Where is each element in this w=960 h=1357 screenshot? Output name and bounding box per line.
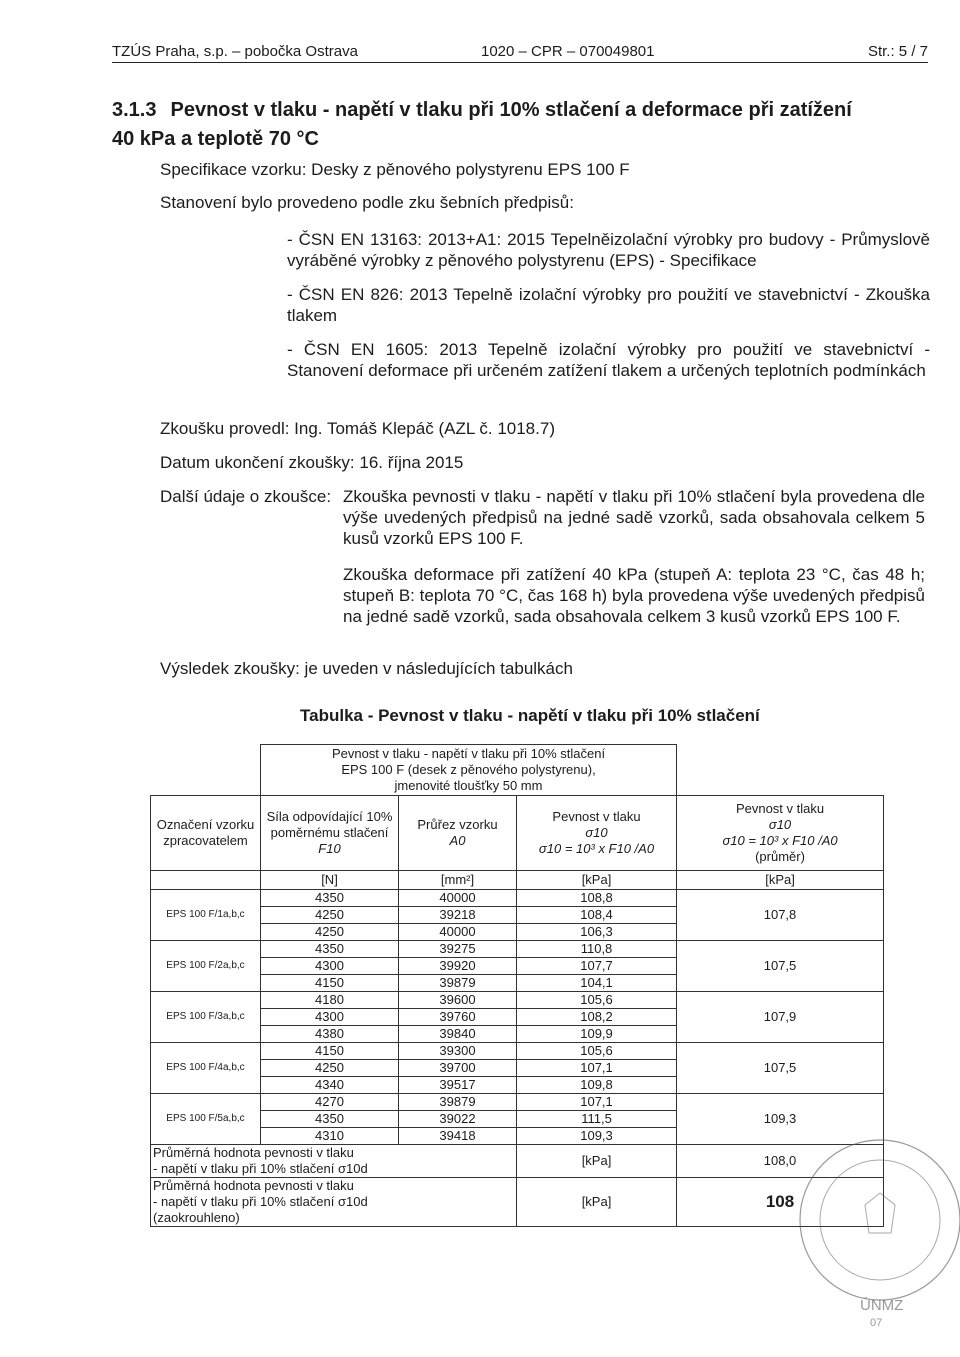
cell-area: 39600 [399,992,517,1009]
table-header-row [151,796,884,871]
cell-strength: 109,8 [517,1077,677,1094]
cell-area: 39418 [399,1128,517,1145]
stamp-number: 07 [870,1317,883,1329]
cell-strength: 105,6 [517,1043,677,1060]
cell-force: 4300 [261,958,399,975]
specimen-spec: Specifikace vzorku: Desky z pěnového polystyrenu EPS 100 F [160,160,630,179]
cell-strength: 109,9 [517,1026,677,1043]
col-header-label: Označení vzorku zpracovatelem [151,796,261,871]
section-title-line2: 40 kPa a teplotě 70 °C [112,128,319,150]
cell-strength: 109,3 [517,1128,677,1145]
summary-value: 108 [677,1178,884,1227]
cell-strength: 105,6 [517,992,677,1009]
unit-force: [N] [261,871,399,890]
cell-strength: 104,1 [517,975,677,992]
header-page-number: Str.: 5 / 7 [867,43,928,60]
cell-area: 39760 [399,1009,517,1026]
summary-label: Průměrná hodnota pevnosti v tlaku - napětí v tlaku při 10% stlačení σ10d (zaokrouhleno) [151,1178,517,1227]
cell-force: 4380 [261,1026,399,1043]
stamp-text-bottom: ÚNMZ [860,1297,904,1314]
col-header-strength: Pevnost v tlaku σ10 σ10 = 10³ x F10 /A0 [517,796,677,871]
result-line: Výsledek zkoušky: je uveden v následujících tabulkách [160,659,573,678]
col-header-force: Síla odpovídající 10% poměrnému stlačení F10 [261,796,399,871]
table-units-row [151,871,884,890]
cell-area: 39517 [399,1077,517,1094]
cell-force: 4350 [261,1111,399,1128]
section-heading [112,96,932,154]
cell-area: 39879 [399,975,517,992]
sample-group-label: EPS 100 F/5a,b,c [151,1094,261,1145]
other-data-paragraph-1: Zkouška pevnosti v tlaku - napětí v tlaku při 10% stlačení byla provedena dle výše uvedených předpisů na jedné sadě vzorků, sada obsahovala celkem 5 kusů vzorků EPS 100 F. [343,487,925,548]
standard-en-1605: - ČSN EN 1605: 2013 Tepelně izolační výrobky pro použití ve stavebnictví - Stanovení deformace při určeném zatížení tlakem a určených teplotních podmínkách [287,340,930,380]
section-title-line1: Pevnost v tlaku - napětí v tlaku při 10% stlačení a deformace při zatížení [170,99,852,121]
table-title: Pevnost v tlaku - napětí v tlaku při 10% stlačení EPS 100 F (desek z pěnového polystyrenu), jmenovité tloušťky 50 mm [261,745,677,796]
sample-group-label: EPS 100 F/3a,b,c [151,992,261,1043]
summary-unit: [kPa] [517,1178,677,1227]
sample-group-label: EPS 100 F/2a,b,c [151,941,261,992]
group-mean: 107,8 [677,890,884,941]
header-organization: TZÚS Praha, s.p. – pobočka Ostrava [112,43,358,60]
cell-strength: 111,5 [517,1111,677,1128]
cell-strength: 108,2 [517,1009,677,1026]
cell-force: 4350 [261,941,399,958]
sample-group-label: EPS 100 F/1a,b,c [151,890,261,941]
group-mean: 109,3 [677,1094,884,1145]
cell-force: 4180 [261,992,399,1009]
cell-strength: 107,7 [517,958,677,975]
table-title-row [151,745,884,796]
cell-area: 39920 [399,958,517,975]
official-stamp [770,1130,960,1330]
cell-strength: 108,8 [517,890,677,907]
section-number: 3.1.3 [112,99,157,121]
cell-force: 4340 [261,1077,399,1094]
cell-force: 4270 [261,1094,399,1111]
sample-group-label: EPS 100 F/4a,b,c [151,1043,261,1094]
unit-area: [mm²] [399,871,517,890]
cell-strength: 106,3 [517,924,677,941]
group-mean: 107,5 [677,941,884,992]
cell-area: 39022 [399,1111,517,1128]
group-mean: 107,5 [677,1043,884,1094]
col-header-area: Průřez vzorku A0 [399,796,517,871]
cell-area: 39700 [399,1060,517,1077]
standard-en-826: - ČSN EN 826: 2013 Tepelně izolační výrobky pro použití ve stavebnictví - Zkouška tlakem [287,285,930,325]
cell-area: 39840 [399,1026,517,1043]
col-header-mean: Pevnost v tlaku σ10 σ10 = 10³ x F10 /A0 (průměr) [677,796,884,871]
cell-strength: 108,4 [517,907,677,924]
cell-force: 4300 [261,1009,399,1026]
summary-unit: [kPa] [517,1145,677,1178]
cell-force: 4250 [261,924,399,941]
cell-area: 39275 [399,941,517,958]
cell-strength: 110,8 [517,941,677,958]
table-row [151,1043,884,1060]
table-row [151,890,884,907]
cell-strength: 107,1 [517,1094,677,1111]
cell-force: 4150 [261,975,399,992]
cell-force: 4250 [261,907,399,924]
group-mean: 107,9 [677,992,884,1043]
summary-label: Průměrná hodnota pevnosti v tlaku - napětí v tlaku při 10% stlačení σ10d [151,1145,517,1178]
end-date: Datum ukončení zkoušky: 16. října 2015 [160,453,464,472]
unit-mean: [kPa] [677,871,884,890]
performed-by: Zkoušku provedl: Ing. Tomáš Klepáč (AZL č. 1018.7) [160,419,555,438]
summary-value: 108,0 [677,1145,884,1178]
cell-area: 40000 [399,890,517,907]
unit-strength: [kPa] [517,871,677,890]
cell-force: 4310 [261,1128,399,1145]
cell-force: 4150 [261,1043,399,1060]
other-data-label: Další údaje o zkoušce: [160,487,332,506]
cell-area: 40000 [399,924,517,941]
table-row [151,1094,884,1111]
header-document-number: 1020 – CPR – 070049801 [481,43,655,60]
cell-strength: 107,1 [517,1060,677,1077]
cell-area: 39300 [399,1043,517,1060]
table-caption: Tabulka - Pevnost v tlaku - napětí v tlaku při 10% stlačení [300,706,760,725]
cell-area: 39879 [399,1094,517,1111]
table-row [151,992,884,1009]
table-row [151,941,884,958]
regulations-intro: Stanovení bylo provedeno podle zku šebních předpisů: [160,193,574,212]
cell-area: 39218 [399,907,517,924]
page-header [112,40,928,63]
other-data-paragraph-2: Zkouška deformace při zatížení 40 kPa (stupeň A: teplota 23 °C, čas 48 h; stupeň B: teplota 70 °C, čas 168 h) byla provedena výše uvedených předpisů na jedné sadě vzorků, sada obsahovala celkem 3 kusů vzorků EPS 100 F. [343,565,925,626]
cell-force: 4350 [261,890,399,907]
standard-en-13163: - ČSN EN 13163: 2013+A1: 2015 Tepelněizolační výrobky pro budovy - Průmyslově vyráběné výrobky z pěnového polystyrenu (EPS) - Specifikace [287,230,930,270]
cell-force: 4250 [261,1060,399,1077]
